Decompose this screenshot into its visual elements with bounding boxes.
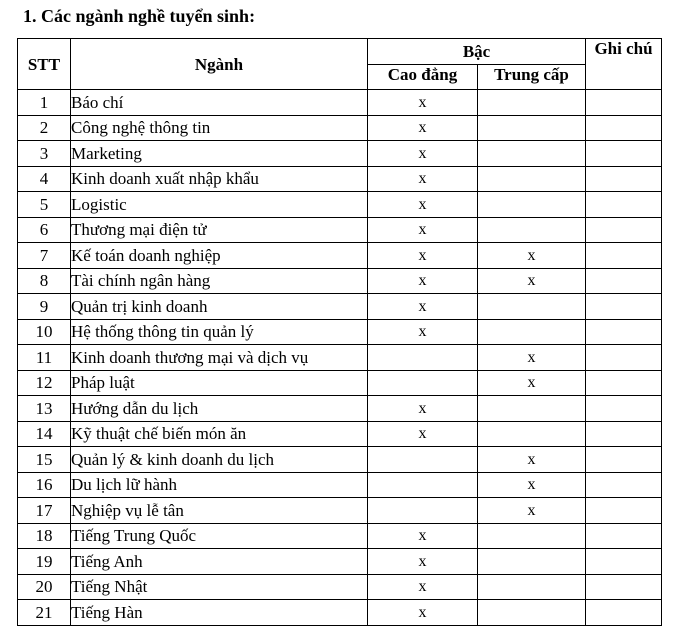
table-body xyxy=(18,90,662,626)
row-major-name: Hướng dẫn du lịch xyxy=(71,396,368,422)
row-stt: 8 xyxy=(18,268,71,294)
row-cao-dang-mark: x xyxy=(368,141,478,167)
table-row xyxy=(18,268,662,294)
row-cao-dang-mark: x xyxy=(368,319,478,345)
row-trung-cap-mark xyxy=(478,421,586,447)
row-ghi-chu xyxy=(586,421,662,447)
table-row xyxy=(18,243,662,269)
row-trung-cap-mark xyxy=(478,192,586,218)
row-cao-dang-mark: x xyxy=(368,268,478,294)
row-major-name: Du lịch lữ hành xyxy=(71,472,368,498)
row-trung-cap-mark xyxy=(478,141,586,167)
row-major-name: Kinh doanh xuất nhập khẩu xyxy=(71,166,368,192)
row-stt: 15 xyxy=(18,447,71,473)
row-stt: 11 xyxy=(18,345,71,371)
row-ghi-chu xyxy=(586,294,662,320)
row-cao-dang-mark: x xyxy=(368,192,478,218)
row-cao-dang-mark: x xyxy=(368,396,478,422)
row-cao-dang-mark xyxy=(368,472,478,498)
table-row xyxy=(18,447,662,473)
table-row xyxy=(18,549,662,575)
row-major-name: Pháp luật xyxy=(71,370,368,396)
row-stt: 6 xyxy=(18,217,71,243)
table-row xyxy=(18,523,662,549)
row-trung-cap-mark xyxy=(478,166,586,192)
table-row xyxy=(18,166,662,192)
row-ghi-chu xyxy=(586,192,662,218)
row-trung-cap-mark xyxy=(478,523,586,549)
row-ghi-chu xyxy=(586,472,662,498)
row-cao-dang-mark: x xyxy=(368,600,478,626)
row-trung-cap-mark xyxy=(478,319,586,345)
row-cao-dang-mark: x xyxy=(368,166,478,192)
row-major-name: Quản trị kinh doanh xyxy=(71,294,368,320)
row-trung-cap-mark: x xyxy=(478,268,586,294)
row-ghi-chu xyxy=(586,243,662,269)
row-ghi-chu xyxy=(586,523,662,549)
table-header xyxy=(18,39,662,90)
row-stt: 19 xyxy=(18,549,71,575)
row-stt: 20 xyxy=(18,574,71,600)
table-row xyxy=(18,294,662,320)
row-trung-cap-mark: x xyxy=(478,498,586,524)
header-cao-dang: Cao đẳng xyxy=(368,64,478,90)
row-ghi-chu xyxy=(586,141,662,167)
header-nganh: Ngành xyxy=(71,39,368,90)
section-heading: 1. Các ngành nghề tuyển sinh: xyxy=(23,6,256,26)
header-trung-cap: Trung cấp xyxy=(478,64,586,90)
row-cao-dang-mark: x xyxy=(368,294,478,320)
row-ghi-chu xyxy=(586,268,662,294)
row-trung-cap-mark xyxy=(478,294,586,320)
table-row xyxy=(18,141,662,167)
row-cao-dang-mark: x xyxy=(368,421,478,447)
row-stt: 9 xyxy=(18,294,71,320)
row-stt: 4 xyxy=(18,166,71,192)
row-major-name: Tiếng Hàn xyxy=(71,600,368,626)
row-major-name: Hệ thống thông tin quản lý xyxy=(71,319,368,345)
row-cao-dang-mark: x xyxy=(368,90,478,116)
row-ghi-chu xyxy=(586,90,662,116)
row-major-name: Tiếng Anh xyxy=(71,549,368,575)
row-ghi-chu xyxy=(586,166,662,192)
row-trung-cap-mark xyxy=(478,549,586,575)
row-stt: 1 xyxy=(18,90,71,116)
row-stt: 16 xyxy=(18,472,71,498)
row-stt: 14 xyxy=(18,421,71,447)
row-ghi-chu xyxy=(586,345,662,371)
row-trung-cap-mark xyxy=(478,115,586,141)
row-major-name: Nghiệp vụ lễ tân xyxy=(71,498,368,524)
row-trung-cap-mark xyxy=(478,217,586,243)
row-major-name: Công nghệ thông tin xyxy=(71,115,368,141)
row-cao-dang-mark xyxy=(368,498,478,524)
row-major-name: Quản lý & kinh doanh du lịch xyxy=(71,447,368,473)
row-major-name: Kinh doanh thương mại và dịch vụ xyxy=(71,345,368,371)
row-ghi-chu xyxy=(586,319,662,345)
row-cao-dang-mark: x xyxy=(368,217,478,243)
row-major-name: Logistic xyxy=(71,192,368,218)
row-trung-cap-mark: x xyxy=(478,243,586,269)
row-major-name: Thương mại điện tử xyxy=(71,217,368,243)
table-row xyxy=(18,370,662,396)
table-row xyxy=(18,115,662,141)
table-row xyxy=(18,498,662,524)
table-row xyxy=(18,345,662,371)
row-trung-cap-mark xyxy=(478,600,586,626)
row-ghi-chu xyxy=(586,370,662,396)
row-trung-cap-mark: x xyxy=(478,472,586,498)
header-ghi-chu: Ghi chú xyxy=(586,39,662,90)
row-trung-cap-mark: x xyxy=(478,370,586,396)
row-ghi-chu xyxy=(586,447,662,473)
row-ghi-chu xyxy=(586,115,662,141)
row-cao-dang-mark xyxy=(368,345,478,371)
row-trung-cap-mark: x xyxy=(478,345,586,371)
table-row xyxy=(18,217,662,243)
row-ghi-chu xyxy=(586,549,662,575)
row-cao-dang-mark: x xyxy=(368,523,478,549)
row-cao-dang-mark: x xyxy=(368,243,478,269)
row-cao-dang-mark: x xyxy=(368,574,478,600)
header-stt: STT xyxy=(18,39,71,90)
row-major-name: Báo chí xyxy=(71,90,368,116)
row-trung-cap-mark xyxy=(478,574,586,600)
row-stt: 3 xyxy=(18,141,71,167)
table-row xyxy=(18,600,662,626)
row-cao-dang-mark xyxy=(368,370,478,396)
row-ghi-chu xyxy=(586,574,662,600)
row-major-name: Tiếng Nhật xyxy=(71,574,368,600)
row-stt: 13 xyxy=(18,396,71,422)
row-stt: 5 xyxy=(18,192,71,218)
row-cao-dang-mark xyxy=(368,447,478,473)
row-major-name: Tài chính ngân hàng xyxy=(71,268,368,294)
row-stt: 2 xyxy=(18,115,71,141)
row-stt: 18 xyxy=(18,523,71,549)
row-ghi-chu xyxy=(586,217,662,243)
row-stt: 21 xyxy=(18,600,71,626)
header-bac: Bậc xyxy=(368,39,586,65)
row-stt: 12 xyxy=(18,370,71,396)
row-stt: 17 xyxy=(18,498,71,524)
table-row xyxy=(18,319,662,345)
table-row xyxy=(18,90,662,116)
row-cao-dang-mark: x xyxy=(368,115,478,141)
majors-table xyxy=(17,38,662,626)
table-row xyxy=(18,574,662,600)
row-major-name: Kỹ thuật chế biến món ăn xyxy=(71,421,368,447)
row-trung-cap-mark: x xyxy=(478,447,586,473)
row-cao-dang-mark: x xyxy=(368,549,478,575)
row-trung-cap-mark xyxy=(478,396,586,422)
table-row xyxy=(18,472,662,498)
row-stt: 10 xyxy=(18,319,71,345)
row-major-name: Marketing xyxy=(71,141,368,167)
row-ghi-chu xyxy=(586,396,662,422)
table-row xyxy=(18,192,662,218)
row-trung-cap-mark xyxy=(478,90,586,116)
row-major-name: Tiếng Trung Quốc xyxy=(71,523,368,549)
row-stt: 7 xyxy=(18,243,71,269)
row-major-name: Kế toán doanh nghiệp xyxy=(71,243,368,269)
table-row xyxy=(18,396,662,422)
row-ghi-chu xyxy=(586,600,662,626)
table-row xyxy=(18,421,662,447)
row-ghi-chu xyxy=(586,498,662,524)
